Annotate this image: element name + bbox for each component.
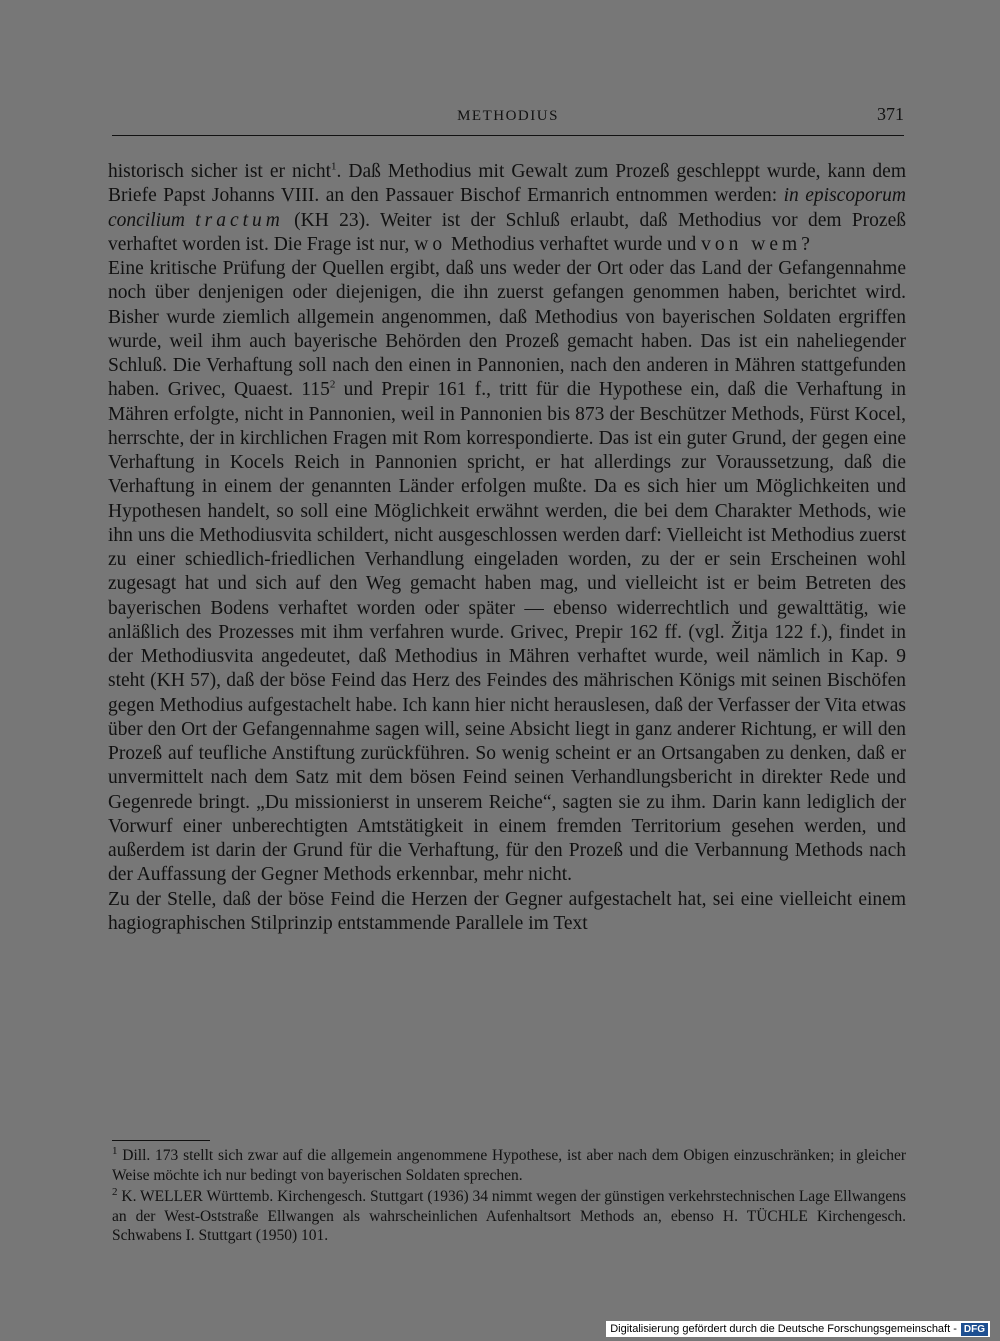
main-text [108,160,906,936]
paragraph-2 [108,257,906,888]
text-run: ? [801,233,810,255]
paragraph-3 [108,888,906,937]
latin-quote: in episcoporum concilium [108,185,906,231]
header-rule [112,135,904,136]
footnote-mark-2: 2 [112,1185,118,1198]
credit-text: Digitalisierung gefördert durch die Deutsche Forschungsgemeinschaft - [610,1323,957,1335]
page-number: 371 [877,104,904,124]
text-run: (KH 23). Weiter ist der Schluß erlaubt, daß Methodius vor dem Prozeß verhaftet worden ist. Die Frage ist nur, [108,209,906,255]
digitization-credit [606,1321,990,1337]
footnote-text: K. WELLER Württemb. Kirchengesch. Stuttgart (1936) 34 nimmt wegen der günstigen verkehrstechnischen Lage Ellwangens an der West-Oststraße Ellwangen als wahrscheinlichen Aufenhaltsort Methods an, ebenso H. TÜCHLE Kirchengesch. Schwabens I. Stuttgart (1950) 101. [112,1188,906,1244]
running-head [112,104,904,132]
running-title: METHODIUS [457,108,559,124]
text-run: Eine kritische Prüfung der Quellen ergibt, daß uns weder der Ort oder das Land der Gefangennahme noch über denjenigen oder diejenigen, die ihn zuerst gefangen genommen haben, berichtet wird. Bisher wurde ziemlich allgemein angenommen, daß Methodius von bayerischen Soldaten ergriffen wurde, weil ihm auch bayerische Behörden den Prozeß gemacht haben. Das ist ein naheliegender Schluß. Die Verhaftung soll nach den einen in Pannonien, nach den anderen in Mähren stattgefunden haben. Grivec, Quaest. 115 [108,258,906,401]
footnote-ref-2[interactable]: 2 [329,378,336,391]
paragraph-1 [108,160,906,257]
footnote-rule [112,1140,210,1141]
text-run: Zu der Stelle, daß der böse Feind die Herzen der Gegner aufgestachelt hat, sei eine vielleicht einem hagiographischen Stilprinzip entstammende Parallele im Text [108,888,906,934]
text-run: und Prepir 161 f., tritt für die Hypothese ein, daß die Verhaftung in Mähren erfolgte, nicht in Pannonien, weil in Pannonien bis 873 der Beschützer Methods, Fürst Kocel, herrschte, der in kirchlichen Fragen mit Rom korrespondierte. Das ist ein guter Grund, der gegen eine Verhaftung in Kocels Reich in Pannonien spricht, er hat allerdings zur Voraussetzung, daß die Verhaftung in einem der genannten Länder erfolgen mußte. Da es sich hier um Möglichkeiten und Hypothesen handelt, so soll eine Möglichkeit erwähnt werden, die bei dem Charakter Methods, wie ihn uns die Methodiusvita schildert, nicht ausgeschlossen werden darf: Vielleicht ist Methodius zuerst zu einer schiedlich-friedlichen Verhandlung eingeladen worden, zu der er sein Erscheinen wohl zugesagt hat und sich auf den Weg gemacht haben mag, und vielleicht ist er beim Betreten des bayerischen Bodens verhaftet worden oder später — ebenso widerrechtlich und gewalttätig, wie anläßlich des Prozesses mit ihm verfahren wurde. Grivec, Prepir 162 ff. (vgl. Žitja 122 f.), findet in der Methodiusvita angedeutet, daß Methodius in Mähren verhaftet wurde, weil nämlich in Kap. 9 steht (KH 57), daß der böse Feind das Herz des Feindes des mährischen Königs mit seinen Bischöfen gegen Methodius aufgestachelt habe. Ich kann hier nicht herauslesen, daß der Verfasser der Vita etwas über den Ort der Gefangennahme sagen will, seine Absicht liegt in ganz anderer Richtung, er will den Prozeß auf teufliche Anstiftung zurückführen. So wenig scheint er an Ortsangaben zu denken, daß er unvermittelt nach dem Satz mit dem bösen Feind seinen Verhandlungsbericht in direkter Rede und Gegenrede bringt. „Du missionierst in unserem Reiche“, sagten sie zu ihm. Darin kann lediglich der Vorwurf einer unberechtigten Amtstätigkeit in einem fremden Territorium gesehen werden, und außerdem ist darin der Grund für die Verhaftung, für den Prozeß und die Verbannung Methods nach der Auffassung der Gegner Methods erkennbar, mehr nicht. [108,379,906,886]
footnote-2 [112,1187,906,1246]
footnotes [112,1146,906,1248]
spaced-emphasis-von-wem: von wem [701,233,802,255]
footnote-mark-1: 1 [112,1144,118,1157]
text-run: . Daß Methodius mit Gewalt zum Prozeß geschleppt wurde, kann dem Briefe Papst Johanns VIII. an den Passauer Bischof Ermanrich entnommen werden: [108,161,906,207]
spaced-emphasis-wo: wo [414,233,447,255]
spaced-emphasis-tractum: tractum [195,209,284,231]
text-run: Methodius verhaftet wurde und [446,233,702,255]
footnote-text: Dill. 173 stellt sich zwar auf die allgemein angenommene Hypothese, ist aber nach dem Obigen einzuschränken; in gleicher Weise möchte ich nur bedingt von bayerischen Soldaten sprechen. [112,1147,906,1184]
dfg-logo[interactable]: DFG [961,1323,988,1336]
footnote-ref-1[interactable]: 1 [331,160,337,173]
footnote-1 [112,1146,906,1185]
text-run: historisch sicher ist er nicht [108,161,332,182]
